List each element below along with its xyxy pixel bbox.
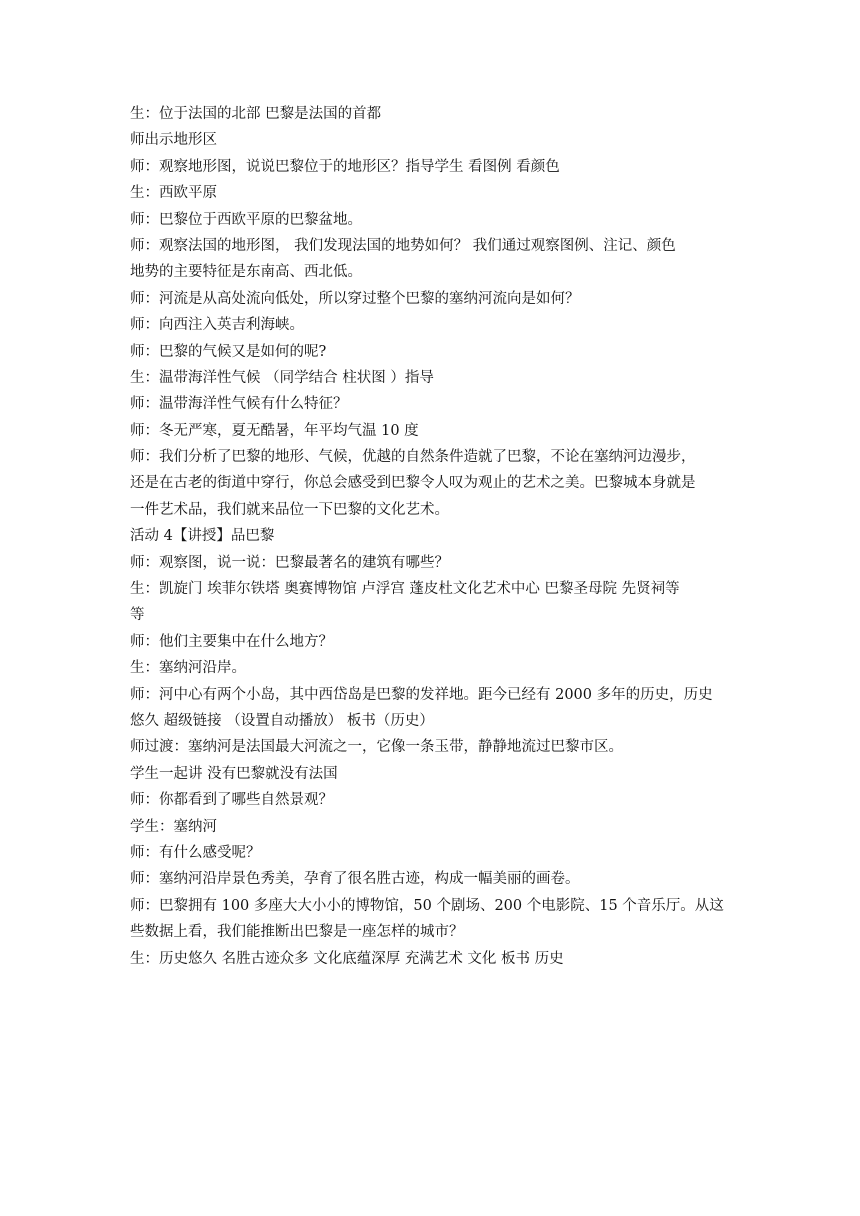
text-line: 些数据上看，我们能推断出巴黎是一座怎样的城市？ [130,924,464,941]
text-line: 师：他们主要集中在什么地方？ [130,633,333,650]
text-line: 师：温带海洋性气候有什么特征？ [130,396,348,413]
text-line: 生：塞纳河沿岸。 [130,660,246,677]
text-line: 师：观察地形图，说说巴黎位于的地形区？指导学生 看图例 看颜色 [130,158,560,175]
text-line: 生：凯旋门 埃菲尔铁塔 奥赛博物馆 卢浮宫 蓬皮杜文化艺术中心 巴黎圣母院 先贤祠等 [130,581,680,598]
document-body [130,101,740,972]
text-line: 师：你都看到了哪些自然景观？ [130,792,333,809]
text-line: 师：河中心有两个小岛，其中西岱岛是巴黎的发祥地。距今已经有 2000 多年的历史，历史 [130,686,713,703]
text-line: 生：历史悠久 名胜古迹众多 文化底蕴深厚 充满艺术 文化 板书 历史 [130,950,564,967]
text-line: 还是在古老的街道中穿行，你总会感受到巴黎令人叹为观止的艺术之美。巴黎城本身就是 [130,475,696,492]
text-line: 师：观察图，说一说：巴黎最著名的建筑有哪些？ [130,554,449,571]
text-line: 学生：塞纳河 [130,818,217,835]
text-line: 师：有什么感受呢？ [130,844,261,861]
text-line: 师：巴黎的气候又是如何的呢? [130,343,327,360]
text-line: 学生一起讲 没有巴黎就没有法国 [130,765,338,782]
text-line: 生：温带海洋性气候 （同学结合 柱状图 ）指导 [130,369,434,386]
text-line: 师过渡：塞纳河是法国最大河流之一，它像一条玉带，静静地流过巴黎市区。 [130,739,623,756]
text-line: 师：向西注入英吉利海峡。 [130,317,304,334]
text-line: 生：位于法国的北部 巴黎是法国的首都 [130,106,382,122]
text-line: 师：巴黎拥有 100 多座大大小小的博物馆，50 个剧场、200 个电影院、15 个音乐厅。从这 [130,897,724,914]
text-line: 师：我们分析了巴黎的地形、气候，优越的自然条件造就了巴黎，不论在塞纳河边漫步， [130,449,696,466]
text-line: 师：河流是从高处流向低处，所以穿过整个巴黎的塞纳河流向是如何？ [130,290,580,307]
section-heading: 活动 4【讲授】品巴黎 [130,528,275,545]
text-line: 师：观察法国的地形图， 我们发现法国的地势如何？ 我们通过观察图例、注记、颜色 [130,237,676,254]
text-line: 一件艺术品，我们就来品位一下巴黎的文化艺术。 [130,501,449,518]
text-line: 师：巴黎位于西欧平原的巴黎盆地。 [130,211,362,228]
text-line: 地势的主要特征是东南高、西北低。 [130,264,362,281]
text-line: 悠久 超级链接 （设置自动播放） 板书（历史） [130,712,434,729]
text-line: 师出示地形区 [130,132,217,149]
text-line: 师：冬无严寒，夏无酷暑，年平均气温 10 度 [130,422,419,439]
text-line: 生：西欧平原 [130,185,217,202]
text-line: 师：塞纳河沿岸景色秀美，孕育了很名胜古迹，构成一幅美丽的画卷。 [130,871,580,888]
text-line: 等 [130,607,145,624]
